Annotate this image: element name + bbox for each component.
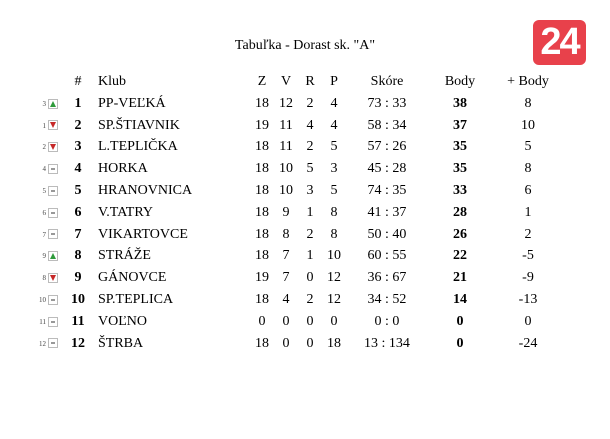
- score: 58 : 34: [367, 117, 407, 133]
- previous-rank: 5: [42, 187, 46, 196]
- matches-played: 19: [255, 270, 269, 286]
- club-name: SP.TEPLICA: [98, 292, 174, 308]
- no-change-icon: [48, 317, 58, 327]
- table-row: [32, 289, 564, 311]
- score: 13 : 134: [364, 335, 410, 351]
- score: 73 : 33: [367, 95, 407, 111]
- losses: 12: [327, 292, 341, 308]
- plus-points: 1: [524, 204, 532, 220]
- points: 22: [453, 248, 467, 264]
- table-row: [32, 180, 564, 202]
- club-name: V.TATRY: [98, 204, 154, 220]
- wins: 12: [279, 95, 293, 111]
- header-z: Z: [257, 74, 267, 89]
- previous-rank: 8: [42, 274, 46, 283]
- table-row: [32, 333, 564, 355]
- plus-points: 6: [524, 183, 532, 199]
- rank: 10: [71, 292, 85, 308]
- points: 37: [453, 117, 467, 133]
- plus-points: 2: [524, 226, 532, 242]
- previous-rank: 2: [42, 143, 46, 152]
- points: 14: [453, 292, 467, 308]
- club-name: GÁNOVCE: [98, 270, 167, 286]
- score: 57 : 26: [367, 139, 407, 155]
- previous-rank: 7: [42, 230, 46, 239]
- club-name: SP.ŠTIAVNIK: [98, 117, 180, 133]
- losses: 10: [327, 248, 341, 264]
- score: 0 : 0: [374, 313, 400, 329]
- points: 35: [453, 161, 467, 177]
- matches-played: 18: [255, 335, 269, 351]
- draws: 2: [306, 95, 314, 111]
- table-row: [32, 311, 564, 333]
- header-club: Klub: [98, 74, 126, 89]
- header-trend: [48, 71, 64, 93]
- draws: 3: [306, 183, 314, 199]
- plus-points: 0: [524, 313, 532, 329]
- trend-cell: [48, 137, 64, 159]
- arrow-down-icon: [48, 142, 58, 152]
- trend-cell: [48, 289, 64, 311]
- rank: 5: [74, 183, 82, 199]
- arrow-up-icon: [48, 99, 58, 109]
- plus-points: -5: [522, 248, 534, 264]
- matches-played: 18: [255, 204, 269, 220]
- losses: 5: [330, 183, 338, 199]
- club-name: L.TEPLIČKA: [98, 139, 178, 155]
- trend-cell: [48, 267, 64, 289]
- rank: 2: [74, 117, 82, 133]
- club-name: ŠTRBA: [98, 335, 144, 351]
- draws: 0: [306, 270, 314, 286]
- no-change-icon: [48, 229, 58, 239]
- rank: 9: [74, 270, 82, 286]
- points: 28: [453, 204, 467, 220]
- draws: 1: [306, 248, 314, 264]
- previous-rank: 6: [42, 208, 46, 217]
- previous-rank: 12: [39, 339, 46, 348]
- rank: 4: [74, 161, 82, 177]
- matches-played: 18: [255, 226, 269, 242]
- previous-rank: 9: [42, 252, 46, 261]
- plus-points: 5: [524, 139, 532, 155]
- header-body: Body: [444, 74, 476, 89]
- no-change-icon: [48, 338, 58, 348]
- trend-cell: [48, 180, 64, 202]
- score: 36 : 67: [367, 270, 407, 286]
- trend-cell: [48, 246, 64, 268]
- rank: 7: [74, 226, 82, 242]
- rank: 6: [74, 204, 82, 220]
- table-row: [32, 246, 564, 268]
- club-name: HORKA: [98, 161, 148, 177]
- points: 21: [453, 270, 467, 286]
- score: 45 : 28: [367, 161, 407, 177]
- draws: 2: [306, 292, 314, 308]
- header-rank: #: [74, 74, 82, 89]
- plus-points: 10: [521, 117, 535, 133]
- score: 50 : 40: [367, 226, 407, 242]
- table-row: [32, 224, 564, 246]
- wins: 10: [279, 161, 293, 177]
- previous-rank: 4: [42, 165, 46, 174]
- table-row: [32, 137, 564, 159]
- rank: 8: [74, 248, 82, 264]
- header-prev: [32, 71, 48, 93]
- losses: 0: [330, 313, 338, 329]
- draws: 2: [306, 226, 314, 242]
- arrow-up-icon: [48, 251, 58, 261]
- trend-cell: [48, 333, 64, 355]
- trend-cell: [48, 115, 64, 137]
- losses: 5: [330, 139, 338, 155]
- previous-rank: 10: [39, 296, 46, 305]
- matches-played: 18: [255, 139, 269, 155]
- previous-rank: 11: [39, 317, 46, 326]
- matches-played: 18: [255, 248, 269, 264]
- page-title: Tabuľka - Dorast sk. "A": [234, 38, 376, 53]
- matches-played: 18: [255, 292, 269, 308]
- wins: 11: [279, 117, 293, 133]
- losses: 12: [327, 270, 341, 286]
- previous-rank: 1: [42, 121, 46, 130]
- table-row: [32, 202, 564, 224]
- points: 35: [453, 139, 467, 155]
- points: 38: [453, 95, 467, 111]
- rank: 12: [71, 335, 85, 351]
- header-score: Skóre: [370, 74, 404, 89]
- score: 74 : 35: [367, 183, 407, 199]
- plus-points: 8: [524, 95, 532, 111]
- rank: 3: [74, 139, 82, 155]
- plus-points: -24: [518, 335, 538, 351]
- wins: 10: [279, 183, 293, 199]
- score: 41 : 37: [367, 204, 407, 220]
- no-change-icon: [48, 208, 58, 218]
- score: 60 : 55: [367, 248, 407, 264]
- trend-cell: [48, 202, 64, 224]
- club-name: STRÁŽE: [98, 248, 151, 264]
- losses: 18: [327, 335, 341, 351]
- points: 26: [453, 226, 467, 242]
- matches-played: 18: [255, 183, 269, 199]
- arrow-down-icon: [48, 120, 58, 130]
- losses: 4: [330, 95, 338, 111]
- standings-table: [32, 71, 564, 355]
- losses: 8: [330, 226, 338, 242]
- losses: 3: [330, 161, 338, 177]
- wins: 4: [282, 292, 290, 308]
- no-change-icon: [48, 186, 58, 196]
- wins: 0: [282, 335, 290, 351]
- points: 0: [456, 335, 464, 351]
- matches-played: 19: [255, 117, 269, 133]
- arrow-down-icon: [48, 273, 58, 283]
- logo-24: 24: [533, 20, 586, 65]
- losses: 4: [330, 117, 338, 133]
- header-v: V: [280, 74, 292, 89]
- table-row: [32, 115, 564, 137]
- draws: 5: [306, 161, 314, 177]
- matches-played: 18: [255, 95, 269, 111]
- rank: 11: [71, 313, 85, 329]
- matches-played: 18: [255, 161, 269, 177]
- club-name: VIKARTOVCE: [98, 226, 188, 242]
- no-change-icon: [48, 295, 58, 305]
- score: 34 : 52: [367, 292, 407, 308]
- club-name: PP-VEĽKÁ: [98, 95, 166, 111]
- table-row: [32, 267, 564, 289]
- header-plus: + Body: [507, 74, 549, 89]
- table-header-row: [32, 71, 564, 93]
- draws: 1: [306, 204, 314, 220]
- no-change-icon: [48, 164, 58, 174]
- wins: 11: [279, 139, 293, 155]
- wins: 0: [282, 313, 290, 329]
- table-row: [32, 93, 564, 115]
- trend-cell: [48, 311, 64, 333]
- wins: 9: [282, 204, 290, 220]
- wins: 7: [282, 248, 290, 264]
- wins: 8: [282, 226, 290, 242]
- losses: 8: [330, 204, 338, 220]
- draws: 4: [306, 117, 314, 133]
- plus-points: -9: [522, 270, 534, 286]
- plus-points: 8: [524, 161, 532, 177]
- wins: 7: [282, 270, 290, 286]
- previous-rank: 3: [42, 99, 46, 108]
- draws: 0: [306, 313, 314, 329]
- table-row: [32, 158, 564, 180]
- matches-played: 0: [258, 313, 266, 329]
- header-r: R: [305, 74, 315, 89]
- club-name: HRANOVNICA: [98, 183, 193, 199]
- points: 33: [453, 183, 467, 199]
- rank: 1: [74, 95, 82, 111]
- club-name: VOĽNO: [98, 313, 147, 329]
- plus-points: -13: [518, 292, 538, 308]
- trend-cell: [48, 158, 64, 180]
- trend-cell: [48, 93, 64, 115]
- points: 0: [456, 313, 464, 329]
- draws: 0: [306, 335, 314, 351]
- trend-cell: [48, 224, 64, 246]
- draws: 2: [306, 139, 314, 155]
- header-p: P: [330, 74, 338, 89]
